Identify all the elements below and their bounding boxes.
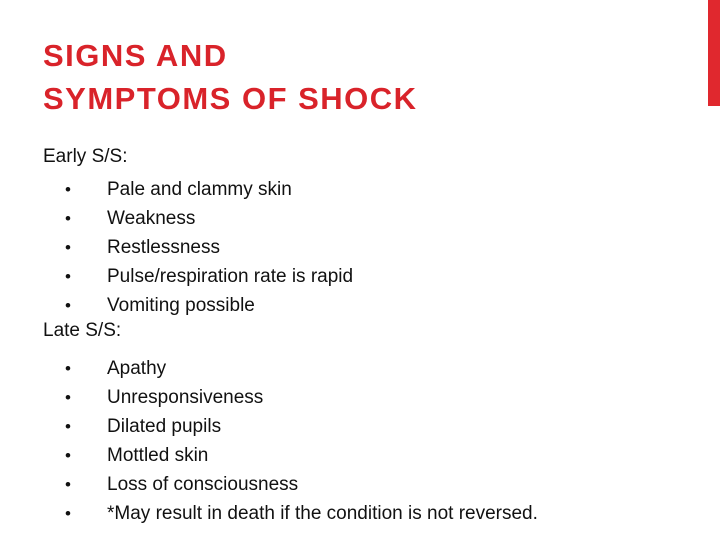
list-item-text: Pale and clammy skin xyxy=(107,179,292,200)
bullet-icon: • xyxy=(65,475,71,494)
list-item-text: *May result in death if the condition is not reversed. xyxy=(107,503,538,524)
list-item-text: Unresponsiveness xyxy=(107,387,264,408)
slide-title-line-1: SIGNS AND xyxy=(43,38,228,73)
bullet-icon: • xyxy=(65,446,71,465)
slide-title-line-2: SYMPTOMS OF SHOCK xyxy=(43,81,418,116)
bullet-icon: • xyxy=(65,359,71,378)
list-item-text: Mottled skin xyxy=(107,445,209,466)
bullet-icon: • xyxy=(65,504,71,523)
bullet-icon: • xyxy=(65,209,71,228)
list-item-text: Apathy xyxy=(107,358,167,379)
list-item-text: Weakness xyxy=(107,208,196,229)
list-item-text: Restlessness xyxy=(107,237,220,258)
late-signs-heading: Late S/S: xyxy=(43,320,122,341)
bullet-icon: • xyxy=(65,417,71,436)
bullet-icon: • xyxy=(65,267,71,286)
bullet-icon: • xyxy=(65,388,71,407)
list-item-text: Vomiting possible xyxy=(107,295,255,316)
bullet-icon: • xyxy=(65,296,71,315)
slide-title xyxy=(43,34,418,120)
list-item-text: Dilated pupils xyxy=(107,416,222,437)
accent-bar xyxy=(708,0,720,106)
list-item-text: Pulse/respiration rate is rapid xyxy=(107,266,354,287)
bullet-icon: • xyxy=(65,238,71,257)
list-item-text: Loss of consciousness xyxy=(107,474,299,495)
bullet-icon: • xyxy=(65,180,71,199)
early-signs-heading: Early S/S: xyxy=(43,146,128,167)
